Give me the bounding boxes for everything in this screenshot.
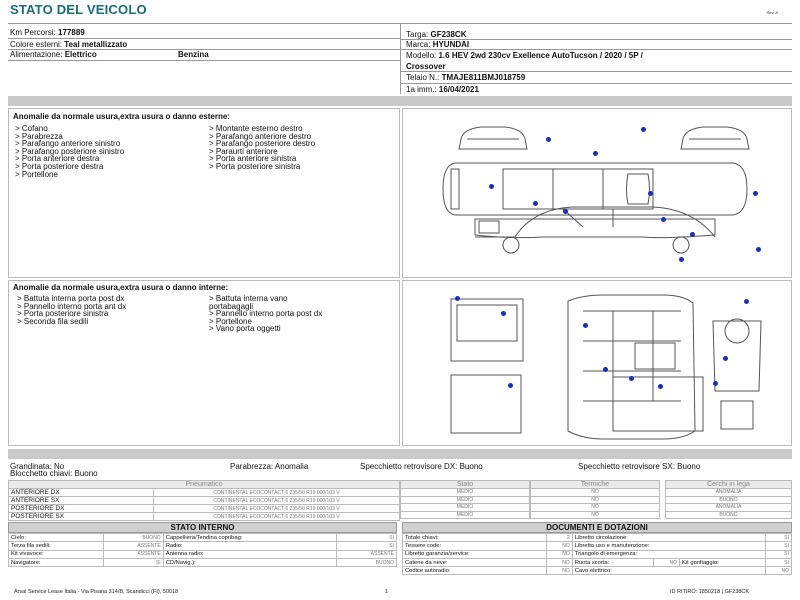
table-row: Catene da neve: NO Ruota scorta: NO Kit gonfiaggio: SI — [403, 558, 792, 566]
tyres-table — [8, 480, 400, 521]
section-bar — [8, 96, 792, 106]
table-row: ANTERIORE DX CONTINENTAL ECOCONTACT 6 235/50 R19 000/103 V — [9, 489, 400, 497]
damage-marker — [629, 376, 634, 381]
table-row: Kit vivavoce: ASSENTE Antenna radio: ASSENTE — [9, 550, 397, 558]
damage-marker — [593, 151, 598, 156]
state-header: Stato — [401, 481, 530, 489]
tyres-rims-table: Cerchi in lega ANOMALIA BUONO ANOMALIA BUONO — [665, 480, 792, 519]
grandinata: Grandinata: No — [10, 462, 65, 471]
page-number: 1 — [385, 589, 389, 595]
damage-marker — [533, 201, 538, 206]
model-row-cont: Crossover — [406, 62, 446, 71]
plate-row: Targa: GF238CK — [406, 30, 467, 39]
damage-marker — [756, 247, 761, 252]
internal-damage-panel — [8, 280, 400, 446]
documents-table — [402, 533, 792, 575]
mirror-dx-status: Specchietto retrovisore DX: Buono — [360, 462, 483, 471]
section-bar — [8, 449, 792, 459]
footer-company: Arval Service Lease Italia - Via Pisana 314/B, Scandicci (FI), 50018 — [14, 589, 179, 595]
fuel-secondary: Benzina — [178, 50, 209, 59]
color-row: Colore esterni: Teal metallizzato — [10, 40, 128, 49]
damage-marker — [723, 356, 728, 361]
internal-damage-list-2: > Battuta interna vano portabagagli > Pannello interno porta post dx > Portellone > Vano porta oggetti — [209, 294, 323, 334]
table-row: POSTERIORE DX CONTINENTAL ECOCONTACT 6 235/50 R19 000/103 V — [9, 505, 400, 513]
external-diagram-panel — [402, 108, 792, 278]
table-row: Tessere code: NO Libretto uso e manutenzione: SI — [403, 542, 792, 550]
internal-diagram-panel — [402, 280, 792, 446]
model-row: Modello: 1.6 HEV 2wd 230cv Exellence AutoTucson / 2020 / 5P / — [406, 51, 643, 60]
table-row: Navigatore: SI CD/Navig.): BUONO — [9, 558, 397, 566]
km-row: Km Percorsi: 177889 — [10, 28, 85, 37]
external-damage-title: Anomalie da normale usura,extra usura o danno esterne: — [13, 112, 230, 121]
key-block-status: Blocchetto chiavi: Buono — [10, 469, 98, 478]
mirror-sx-status: Specchietto retrovisore SX: Buono — [578, 462, 701, 471]
footer-id: ID RITIRO: 1850218 | GF238CK — [670, 589, 750, 595]
damage-marker — [713, 381, 718, 386]
page-title: STATO DEL VEICOLO — [10, 2, 147, 17]
internal-damage-list-1: > Battuta interna porta post dx > Pannello interno porta ant dx > Porta posteriore sinistra > Seconda fila sedili — [17, 294, 127, 326]
internal-state-title: STATO INTERNO — [8, 522, 397, 533]
table-row: Terza fila sedili: ASSENTE Radio: SI — [9, 542, 397, 550]
damage-marker — [501, 311, 506, 316]
registration-row: 1a imm.: 16/04/2021 — [406, 85, 479, 94]
damage-marker — [744, 299, 749, 304]
damage-marker — [661, 217, 666, 222]
damage-marker — [603, 367, 608, 372]
damage-marker — [489, 184, 494, 189]
table-row: POSTERIORE SX CONTINENTAL ECOCONTACT 6 235/50 R19 000/103 V — [9, 513, 400, 521]
winter-header: Termiche — [531, 481, 660, 489]
car-exterior-diagram — [403, 109, 793, 279]
tyre-header: Pneumatico — [9, 481, 400, 489]
damage-marker — [455, 296, 460, 301]
tyres-state-table: Stato MEDIO MEDIO MEDIO MEDIO — [400, 480, 530, 519]
damage-marker — [546, 137, 551, 142]
damage-marker — [583, 323, 588, 328]
damage-marker — [690, 232, 695, 237]
internal-damage-title: Anomalie da normale usura,extra usura o danno interne: — [13, 283, 229, 292]
table-row: Cielo: BUONO Cappelliera/Tendina copribag: SI — [9, 534, 397, 542]
damage-marker — [508, 383, 513, 388]
table-row: Libretto garanzia/service: NO Triangolo di emergenza: SI — [403, 550, 792, 558]
brand-row: Marca: HYUNDAI — [406, 40, 470, 49]
internal-state-table — [8, 533, 397, 567]
external-damage-panel — [8, 108, 400, 278]
external-damage-list-2: > Montante esterno destro > Parafango anteriore destro > Parafango posteriore destro > Paraurti anteriore > Porta anteriore sinistra > Porta posteriore sinistra — [209, 124, 316, 171]
damage-marker — [679, 257, 684, 262]
revision-label: Rev. A — [766, 10, 778, 15]
table-row: ANTERIORE SX CONTINENTAL ECOCONTACT 6 235/50 R19 000/103 V — [9, 497, 400, 505]
parabrezza-status: Parabrezza: Anomalia — [230, 462, 309, 471]
damage-marker — [641, 127, 646, 132]
table-row: Codice autoradio: NO Cavo elettrico: NO — [403, 567, 792, 575]
rims-header: Cerchi in lega — [666, 481, 792, 489]
table-row: Totale chiavi: 2 Libretto circolazione: SI — [403, 534, 792, 542]
damage-marker — [563, 209, 568, 214]
frame-row: Telaio N.: TMAJE811BMJ018759 — [406, 73, 526, 82]
damage-marker — [753, 191, 758, 196]
fuel-row: Alimentazione: Elettrico — [10, 50, 97, 59]
damage-marker — [658, 384, 663, 389]
documents-title: DOCUMENTI E DOTAZIONI — [402, 522, 792, 533]
damage-marker — [648, 191, 653, 196]
external-damage-list-1: > Cofano > Parabrezza > Parafango anteriore sinistro > Parafango posteriore sinistro > Porta anteriore destra > Porta posteriore destra > Portellone — [15, 124, 125, 179]
tyres-winter-table: Termiche NO NO NO NO — [530, 480, 660, 519]
car-interior-diagram — [403, 281, 793, 447]
